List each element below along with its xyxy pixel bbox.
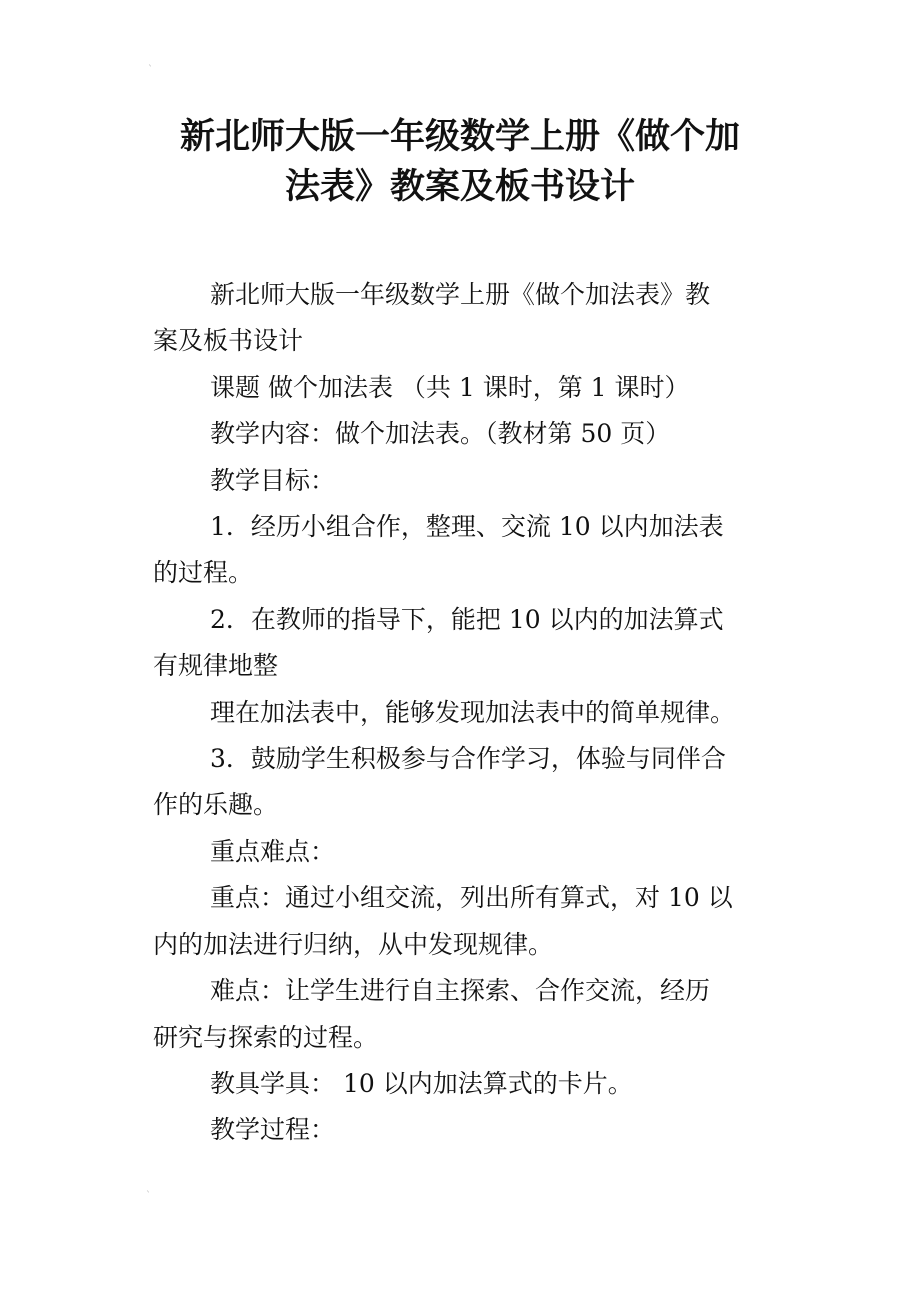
paragraph-line: 2．在教师的指导下，能把 10 以内的加法算式 [210,604,724,634]
paragraph-line: 有规律地整 [153,651,279,681]
title-line: 法表》教案及板书设计 [284,167,635,207]
paragraph-line: 的过程。 [153,558,254,588]
paragraph-line: 教具学具： 10 以内加法算式的卡片。 [210,1068,633,1098]
lesson-topic-line: 课题 做个加法表 （共 1 课时，第 1 课时） [210,372,690,402]
paragraph-line: 案及板书设计 [153,326,304,356]
paragraph-line: 作的乐趣。 [153,790,279,820]
paragraph-line: 研究与探索的过程。 [153,1022,379,1052]
paragraph-line: 重点：通过小组交流，列出所有算式，对 10 以 [210,883,733,913]
document-title [130,112,790,212]
title-line: 新北师大版一年级数学上册《做个加 [179,117,740,157]
teaching-content-line: 教学内容：做个加法表。（教材第 50 页） [210,419,671,449]
paragraph-line: 理在加法表中，能够发现加法表中的简单规律。 [210,697,736,727]
document-body [153,272,783,1154]
paragraph-line: 新北师大版一年级数学上册《做个加法表》教 [210,280,711,309]
section-heading: 教学目标： [210,465,336,495]
paragraph-line: 难点：让学生进行自主探索、合作交流，经历 [210,976,711,1006]
section-heading: 重点难点： [210,836,336,866]
corner-mark-top: ` [148,65,153,76]
paragraph-line: 1．经历小组合作，整理、交流 10 以内加法表 [210,512,724,542]
paragraph-line: 3．鼓励学生积极参与合作学习，体验与同伴合 [210,744,726,774]
paragraph-line: 内的加法进行归纳，从中发现规律。 [153,929,554,959]
section-heading: 教学过程： [210,1115,336,1145]
corner-mark-bottom: ` [146,1191,151,1202]
